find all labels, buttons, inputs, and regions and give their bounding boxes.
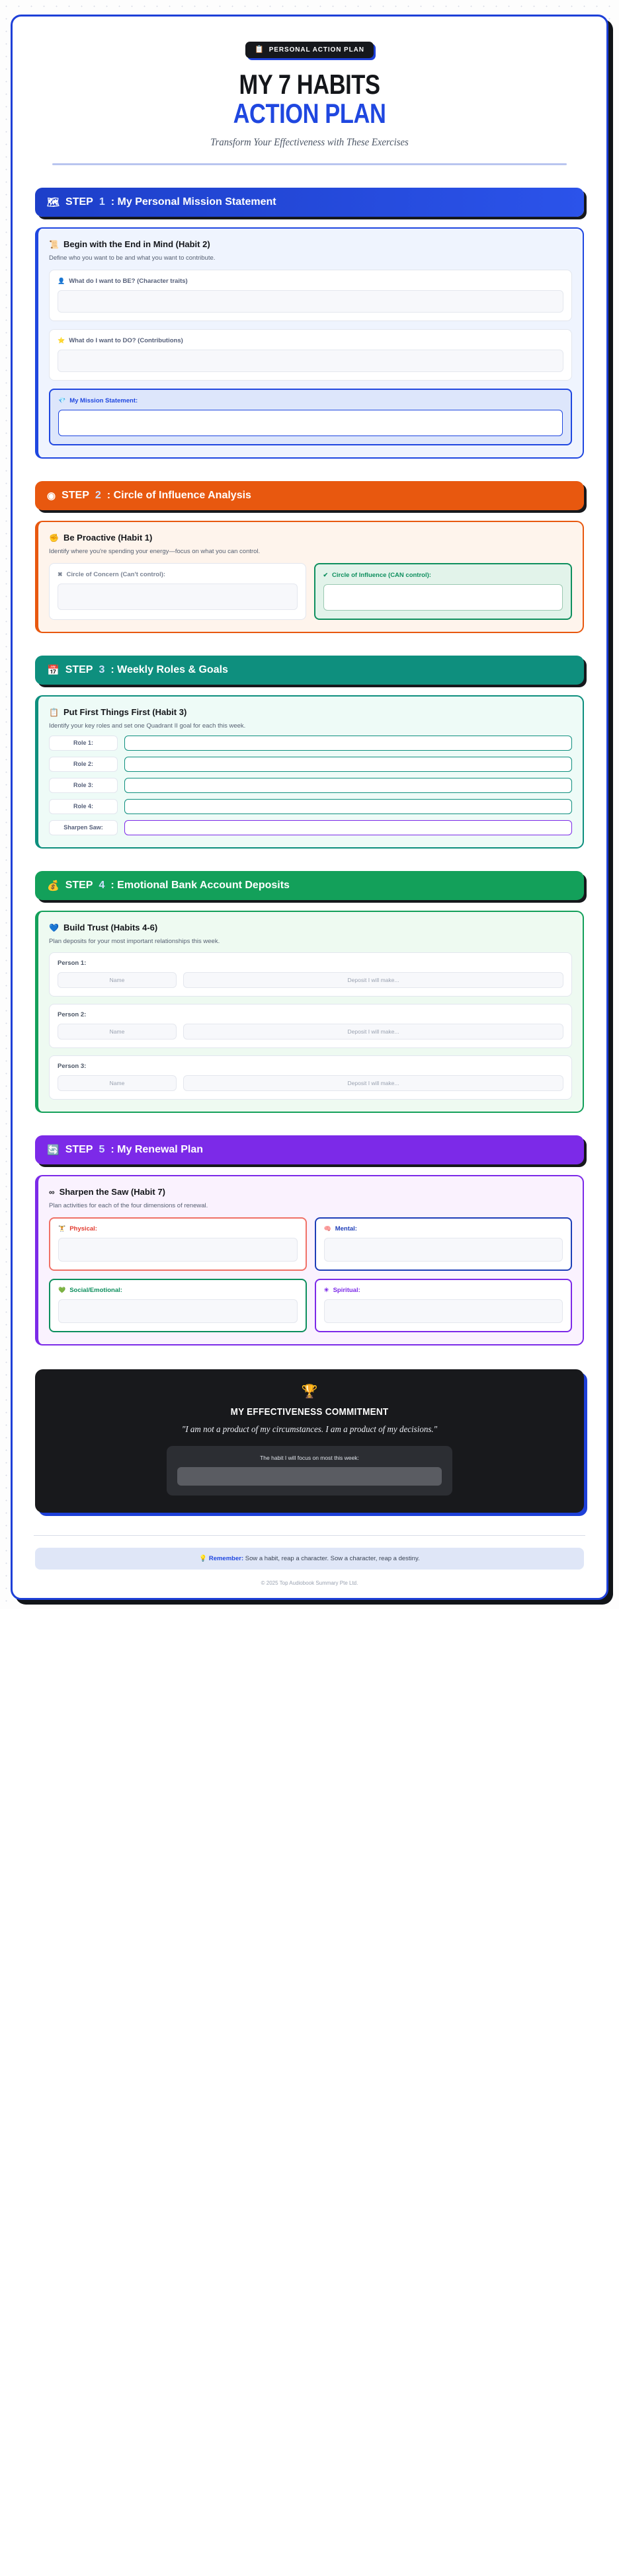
person-icon: 👤	[58, 278, 65, 285]
step-2-section	[30, 481, 589, 633]
checklist-icon: 📋	[49, 707, 59, 717]
step-1-banner	[35, 188, 584, 217]
dimension-spiritual-label-row	[324, 1287, 563, 1294]
commitment-field-card	[167, 1446, 452, 1496]
commitment-field-input[interactable]	[177, 1467, 441, 1486]
person-3-title: Person 3:	[58, 1063, 87, 1071]
role-row	[49, 736, 572, 751]
step-4-panel	[35, 911, 584, 1113]
infinity-icon: ∞	[49, 1187, 55, 1197]
step-5-prefix: STEP	[65, 1144, 93, 1156]
step-1-habit-title: Begin with the End in Mind (Habit 2)	[63, 239, 210, 250]
circle-of-influence-label: Circle of Influence (CAN control):	[332, 572, 431, 580]
person-2-deposit-input[interactable]: Deposit I will make...	[183, 1024, 563, 1040]
circles-row	[49, 563, 572, 620]
brain-icon: 🧠	[323, 1225, 331, 1232]
commitment-section	[35, 1369, 584, 1513]
step-1-panel	[35, 227, 584, 459]
compass-icon: 🗺	[47, 196, 60, 208]
calendar-icon: 📅	[47, 664, 60, 676]
step-2-habit-desc: Identify where you're spending your energy—focus on what you can control.	[49, 548, 261, 556]
lightbulb-icon: 💡	[199, 1555, 208, 1563]
role-row	[49, 778, 572, 793]
heart-icon: 💚	[58, 1287, 66, 1294]
role-4-label: Role 4:	[49, 799, 118, 814]
remember-banner	[35, 1548, 584, 1570]
dimension-physical-label: Physical:	[69, 1225, 97, 1233]
step-5-habit-title: Sharpen the Saw (Habit 7)	[59, 1187, 165, 1197]
step-4-habit-header	[49, 923, 572, 932]
step-4-title: : Emotional Bank Account Deposits	[110, 880, 290, 891]
page-title-line2: ACTION PLAN	[233, 98, 386, 130]
refresh-icon: 🔄	[47, 1144, 60, 1156]
dimension-physical-input[interactable]	[58, 1238, 298, 1262]
dimension-mental-label-row	[324, 1225, 563, 1232]
target-icon: ◉	[47, 490, 56, 502]
step-5-panel	[35, 1175, 584, 1345]
dimension-social-emotional-card	[49, 1279, 307, 1332]
person-card	[49, 1004, 572, 1048]
want-to-be-label: What do I want to BE? (Character traits)	[69, 278, 188, 285]
badge-label: PERSONAL ACTION PLAN	[268, 46, 364, 54]
step-3-number: 3	[99, 664, 105, 676]
trophy-icon: 🏆	[301, 1384, 318, 1400]
remember-bold-label: Remember:	[208, 1555, 244, 1563]
role-3-label: Role 3:	[49, 778, 118, 793]
step-2-number: 2	[95, 490, 101, 502]
page-subtitle: Transform Your Effectiveness with These Exercises	[210, 137, 409, 149]
clipboard-check-icon: 📋	[255, 46, 265, 54]
dimension-physical-label-row	[58, 1225, 298, 1232]
check-circle-icon: ✔	[323, 572, 329, 579]
page-title-line1: MY 7 HABITS	[239, 69, 380, 100]
circle-of-concern-input[interactable]	[58, 584, 298, 610]
step-2-prefix: STEP	[62, 490, 89, 502]
step-4-section	[30, 871, 589, 1113]
step-1-section	[30, 188, 589, 459]
gem-icon: 💎	[58, 397, 66, 404]
sharpen-saw-label: Sharpen Saw:	[49, 820, 118, 835]
mission-statement-card	[49, 389, 572, 445]
step-4-banner	[35, 871, 584, 900]
dimension-mental-card	[315, 1217, 573, 1271]
dimension-spiritual-card	[315, 1279, 573, 1332]
person-2-title: Person 2:	[58, 1011, 87, 1019]
want-to-do-card	[49, 329, 572, 381]
step-1-habit-header	[49, 239, 572, 249]
step-5-habit-desc: Plan activities for each of the four dimensions of renewal.	[49, 1202, 208, 1210]
fist-icon: ✊	[49, 533, 59, 543]
commitment-quote: "I am not a product of my circumstances. I am a product of my decisions."	[181, 1425, 438, 1435]
step-2-title: : Circle of Influence Analysis	[106, 490, 251, 502]
remember-text: Sow a habit, reap a character. Sow a character, reap a destiny.	[243, 1555, 420, 1563]
scroll-icon: 📜	[49, 239, 59, 249]
person-3-row	[58, 1075, 563, 1091]
step-3-banner	[35, 656, 584, 685]
role-row	[49, 799, 572, 814]
person-1-title: Person 1:	[58, 960, 87, 967]
person-card	[49, 1055, 572, 1100]
commitment-field-label: The habit I will focus on most this week:	[260, 1455, 359, 1462]
role-3-input[interactable]	[124, 778, 572, 793]
step-4-number: 4	[99, 880, 105, 891]
dimension-spiritual-label: Spiritual:	[333, 1287, 360, 1295]
step-3-habit-header	[49, 707, 572, 717]
copyright-text: © 2025 Top Audiobook Summary Pte Ltd.	[261, 1580, 358, 1587]
step-3-habit-title: Put First Things First (Habit 3)	[63, 707, 187, 718]
dimension-spiritual-input[interactable]	[324, 1299, 563, 1323]
step-2-panel	[35, 521, 584, 633]
page-header	[30, 34, 589, 165]
circle-of-influence-input[interactable]	[323, 584, 563, 611]
dimension-mental-input[interactable]	[324, 1238, 563, 1262]
step-1-number: 1	[99, 196, 105, 208]
star-icon: ⭐	[58, 337, 65, 344]
sun-icon: ☀	[323, 1287, 329, 1294]
want-to-be-card	[49, 270, 572, 321]
dimension-social-emotional-label-row	[58, 1287, 298, 1294]
step-4-habit-title: Build Trust (Habits 4-6)	[63, 923, 158, 933]
step-1-title: : My Personal Mission Statement	[110, 196, 276, 208]
person-3-deposit-input[interactable]: Deposit I will make...	[183, 1075, 563, 1091]
dimension-social-emotional-label: Social/Emotional:	[69, 1287, 122, 1295]
header-divider	[52, 163, 567, 165]
step-5-section	[30, 1135, 589, 1345]
step-4-prefix: STEP	[65, 880, 93, 891]
want-to-do-input[interactable]	[58, 350, 563, 372]
role-1-label: Role 1:	[49, 736, 118, 751]
mission-statement-label-row	[58, 397, 563, 404]
person-2-name-input[interactable]: Name	[58, 1024, 177, 1040]
personal-action-plan-badge	[245, 42, 374, 58]
want-to-do-label: What do I want to DO? (Contributions)	[69, 337, 183, 345]
role-2-input[interactable]	[124, 757, 572, 772]
dimension-physical-card	[49, 1217, 307, 1271]
piggy-bank-icon: 💰	[47, 880, 60, 891]
step-3-habit-desc: Identify your key roles and set one Quadrant II goal for each this week.	[49, 722, 246, 730]
step-2-banner	[35, 481, 584, 510]
step-2-habit-header	[49, 533, 572, 543]
step-5-title: : My Renewal Plan	[110, 1144, 203, 1156]
person-1-row	[58, 972, 563, 988]
commitment-title: MY EFFECTIVENESS COMMITMENT	[230, 1406, 389, 1418]
action-plan-sheet	[11, 15, 608, 1600]
person-1-name-input[interactable]: Name	[58, 972, 177, 988]
circle-of-concern-card	[49, 563, 306, 620]
person-1-deposit-input[interactable]: Deposit I will make...	[183, 972, 563, 988]
circle-of-influence-card	[314, 563, 573, 620]
want-to-be-input[interactable]	[58, 290, 563, 313]
circle-of-influence-label-row	[323, 572, 563, 579]
mission-statement-label: My Mission Statement:	[69, 397, 138, 405]
want-to-be-label-row	[58, 278, 563, 285]
role-2-label: Role 2:	[49, 757, 118, 772]
role-4-input[interactable]	[124, 799, 572, 814]
want-to-do-label-row	[58, 337, 563, 344]
mission-statement-input[interactable]	[58, 410, 563, 436]
step-4-habit-desc: Plan deposits for your most important relationships this week.	[49, 938, 220, 946]
step-5-number: 5	[99, 1144, 105, 1156]
dimension-mental-label: Mental:	[335, 1225, 357, 1233]
role-row	[49, 757, 572, 772]
dumbbell-icon: 🏋	[58, 1225, 66, 1232]
step-3-section	[30, 656, 589, 849]
step-3-title: : Weekly Roles & Goals	[110, 664, 228, 676]
step-3-panel	[35, 695, 584, 849]
circle-of-concern-label: Circle of Concern (Can't control):	[66, 571, 166, 579]
step-2-habit-title: Be Proactive (Habit 1)	[63, 533, 153, 543]
step-5-habit-header	[49, 1187, 572, 1197]
circle-of-concern-label-row	[58, 571, 298, 578]
role-1-input[interactable]	[124, 736, 572, 751]
heart-icon: 💙	[49, 923, 59, 932]
dimension-social-emotional-input[interactable]	[58, 1299, 298, 1323]
renewal-dimensions-grid	[49, 1217, 572, 1332]
role-row	[49, 820, 572, 835]
person-2-row	[58, 1024, 563, 1040]
x-circle-icon: ✖	[58, 571, 63, 578]
person-3-name-input[interactable]: Name	[58, 1075, 177, 1091]
footer-divider	[34, 1535, 585, 1536]
step-3-prefix: STEP	[65, 664, 93, 676]
person-card	[49, 952, 572, 997]
roles-list	[49, 736, 572, 835]
step-1-habit-desc: Define who you want to be and what you want to contribute.	[49, 254, 216, 262]
sharpen-saw-input[interactable]	[124, 820, 572, 835]
step-5-banner	[35, 1135, 584, 1164]
step-1-prefix: STEP	[65, 196, 93, 208]
